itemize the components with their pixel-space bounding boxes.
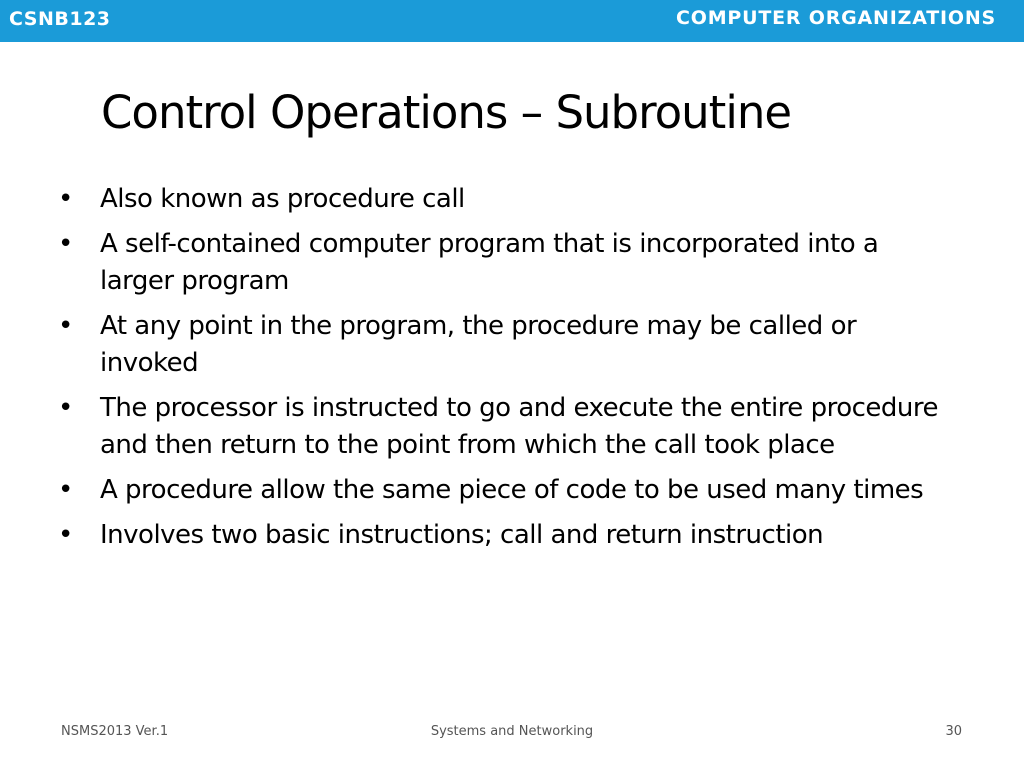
page-number: 30 <box>945 724 962 739</box>
bullet-item <box>58 308 938 382</box>
bullet-text: At any point in the program, the procedure may be called or invoked <box>100 311 857 378</box>
bullet-dot-icon: • <box>58 311 73 341</box>
bullet-item <box>58 226 938 300</box>
bullet-item <box>58 390 938 464</box>
bullet-text: The processor is instructed to go and execute the entire procedure and then return to the point from which the call took place <box>100 393 938 460</box>
bullet-text: Also known as procedure call <box>100 184 465 214</box>
bullet-item <box>58 517 938 554</box>
bullet-text: A self-contained computer program that is incorporated into a larger program <box>100 229 879 296</box>
footer-subject: Systems and Networking <box>430 724 594 739</box>
bullet-text: Involves two basic instructions; call and return instruction <box>100 520 824 550</box>
bullet-dot-icon: • <box>58 184 73 214</box>
bullet-list <box>58 181 938 562</box>
slide-title: Control Operations – Subroutine <box>101 86 792 139</box>
header-bar <box>0 0 1024 42</box>
bullet-dot-icon: • <box>58 520 73 550</box>
bullet-item <box>58 181 938 218</box>
bullet-item <box>58 472 938 509</box>
footer-version: NSMS2013 Ver.1 <box>61 724 169 739</box>
bullet-dot-icon: • <box>58 475 73 505</box>
bullet-dot-icon: • <box>58 393 73 423</box>
bullet-text: A procedure allow the same piece of code to be used many times <box>100 475 924 505</box>
bullet-dot-icon: • <box>58 229 73 259</box>
course-name: COMPUTER ORGANIZATIONS <box>676 7 996 29</box>
course-code: CSNB123 <box>9 8 111 30</box>
